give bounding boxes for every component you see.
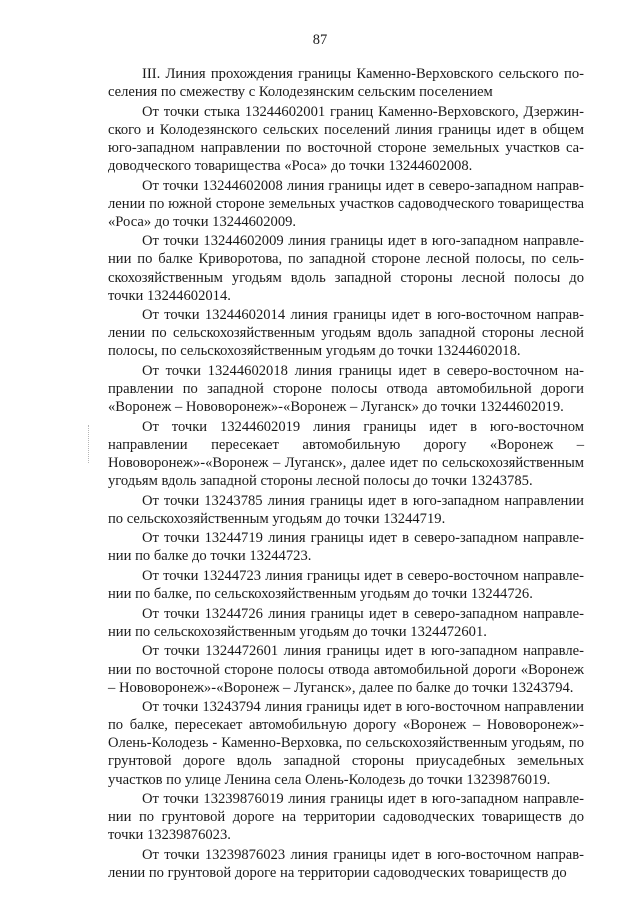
page-number: 87 bbox=[312, 32, 328, 48]
margin-mark bbox=[88, 425, 90, 463]
paragraph-14: От точки 13239876023 линия границы идет в юго-восточном направлении по грунтовой дороге на территории садоводческих товариществ до bbox=[108, 846, 584, 882]
paragraph-7: От точки 13243785 линия границы идет в юго-западном направлении по сельскохозяйственным угодьям до точки 13244719. bbox=[108, 492, 584, 527]
paragraph-4: От точки 13244602014 линия границы идет в юго-восточном направлении по сельскохозяйственным угодьям вдоль западной стороны лесной полосы, по сельскохозяйственным угодьям до точки 13244602018. bbox=[108, 307, 584, 360]
paragraph-13: От точки 13239876019 линия границы идет в юго-западном направлении по грунтовой дороге на территории садоводческих товариществ до точки 13239876023. bbox=[108, 791, 584, 844]
paragraph-5: От точки 13244602018 линия границы идет в северо-восточном направлении по западной стороне полосы отвода автомобильной дороги «Воронеж – Нововоронеж»-«Воронеж – Луганск» до точки 13244602019. bbox=[108, 363, 584, 416]
paragraph-6: От точки 13244602019 линия границы идет в юго-восточном направлении пересекает автомобильную дорогу «Воронеж – Нововоронеж»-«Воронеж – Луганск», далее идет по сельскохозяйственным угодьям вдоль западной стороны лесной полосы до точки 13243785. bbox=[108, 418, 584, 490]
paragraph-11: От точки 1324472601 линия границы идет в юго-западном направлении по восточной стороне полосы отвода автомобильной дороги «Воронеж – Нововоронеж»-«Воронеж – Луганск», далее по балке до точки 13243794. bbox=[108, 643, 584, 696]
section-heading: III. Линия прохождения границы Каменно-Верховского сельского поселения по смежеству с Колодезянским сельским поселением bbox=[108, 66, 584, 101]
paragraph-2: От точки 13244602008 линия границы идет в северо-западном направлении по южной стороне земельных участков садоводческого товарищества «Роса» до точки 13244602009. bbox=[108, 177, 584, 230]
paragraph-1: От точки стыка 13244602001 границ Каменно-Верховского, Дзержинского и Колодезянского сельских поселений линия границы идет в общем юго-западном направлении по восточной стороне земельных участков садоводческого товарищества «Роса» до точки 13244602008. bbox=[108, 103, 584, 174]
paragraph-12: От точки 13243794 линия границы идет в юго-восточном направлении по балке, пересекает автомобильную дорогу «Воронеж – Нововоронеж»-Олень-Колодезь - Каменно-Верховка, по сельскохозяйственным угодьям, по грунтовой дороге вдоль западной стороны приусадебных земельных участков по улице Ленина села Олень-Колодезь до точки 13239876019. bbox=[108, 699, 584, 788]
document-body bbox=[108, 65, 584, 884]
paragraph-8: От точки 13244719 линия границы идет в северо-западном направлении по балке до точки 13244723. bbox=[108, 530, 584, 565]
paragraph-10: От точки 13244726 линия границы идет в северо-западном направлении по сельскохозяйственным угодьям до точки 1324472601. bbox=[108, 605, 584, 640]
paragraph-9: От точки 13244723 линия границы идет в северо-восточном направлении по балке, по сельскохозяйственным угодьям до точки 13244726. bbox=[108, 568, 584, 603]
paragraph-3: От точки 13244602009 линия границы идет в юго-западном направлении по балке Криворотова, по западной стороне лесной полосы, по сельскохозяйственным угодьям вдоль западной стороны лесной полосы до точки 13244602014. bbox=[108, 233, 584, 304]
